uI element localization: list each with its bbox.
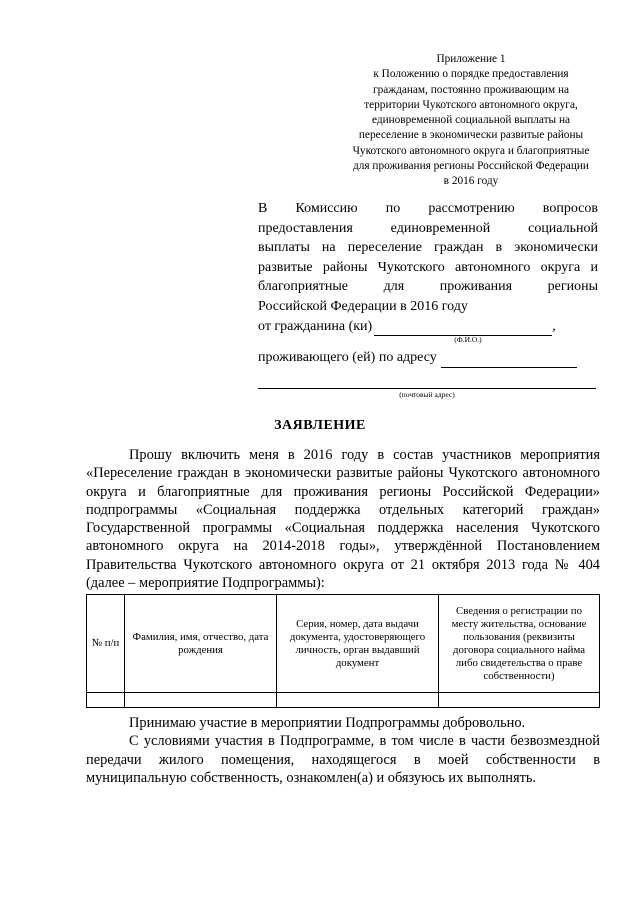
annex-header — [318, 52, 624, 190]
annex-line: в 2016 году — [443, 175, 499, 188]
annex-line: территории Чукотского автономного округа, — [364, 98, 578, 111]
conditions-paragraph: С условиями участия в Подпрограмме, в том числе в части безвозмездной передачи жилого помещения, находящегося в моей собственности в муниципальную собственность, ознакомлен(а) и обязуюсь их выполнять. — [86, 733, 600, 786]
fio-field[interactable] — [374, 321, 552, 336]
annex-line: для проживания регионы Российской Федерации — [353, 160, 589, 173]
addressee-line: выплаты на переселение граждан в экономически — [258, 240, 598, 256]
column-id-document: Серия, номер, дата выдачи документа, удостоверяющего личность, орган выдавший документ — [277, 595, 439, 693]
address-field[interactable] — [441, 353, 577, 368]
addressee-line: развитые районы Чукотского автономного округа и — [258, 259, 598, 275]
table-header-row — [87, 595, 600, 693]
addressee-line: благоприятные для проживания регионы — [258, 279, 598, 295]
column-full-name: Фамилия, имя, отчество, дата рождения — [125, 595, 277, 693]
request-paragraph-block — [86, 446, 600, 592]
addressee-block — [258, 199, 598, 399]
table-cell[interactable] — [277, 693, 439, 708]
annex-line: единовременной социальной выплаты на — [371, 114, 571, 127]
column-number: № п/п — [87, 595, 125, 693]
annex-line: к Положению о порядке предоставления — [373, 68, 569, 81]
annex-line: Чукотского автономного округа и благоприятные — [352, 144, 590, 157]
closing-paragraphs — [86, 714, 600, 787]
annex-line: гражданам, постоянно проживающим на — [372, 83, 570, 96]
addressee-line: В Комиссию по рассмотрению вопросов — [258, 201, 598, 216]
annex-line: Приложение 1 — [436, 53, 506, 65]
residing-label: проживающего (ей) по адресу — [258, 350, 437, 366]
annex-line: переселение в экономически развитые районы — [358, 129, 584, 142]
voluntary-paragraph: Принимаю участие в мероприятии Подпрограммы добровольно. — [129, 715, 526, 731]
addressee-line: предоставления единовременной социальной — [258, 220, 598, 236]
from-comma: , — [552, 318, 556, 334]
from-row — [258, 317, 598, 337]
fio-caption: (Ф.И.О.) — [454, 335, 482, 345]
request-paragraph: Прошу включить меня в 2016 году в состав участников мероприятия «Переселение граждан в экономически развитые районы Чукотского автономного округа и благоприятные для проживания регионы Российской Федерации» подпрограммы «Социальная поддержка отдельных категорий граждан» Государственной программы «Социальная поддержка населения Чукотского автономного округа на 2014-2018 годы», утверждённой Постановлением Правительства Чукотского автономного округа от 21 октября 2013 года № 404 (далее – мероприятие Подпрограммы): — [86, 447, 600, 592]
address-row — [258, 348, 598, 368]
table-row — [87, 693, 600, 708]
table-cell[interactable] — [125, 693, 277, 708]
addressee-line: Российской Федерации в 2016 году — [258, 298, 468, 314]
address-field-line-2[interactable] — [258, 374, 596, 389]
document-title: ЗАЯВЛЕНИЕ — [274, 418, 366, 433]
table-cell[interactable] — [87, 693, 125, 708]
from-label: от гражданина (ки) — [258, 318, 373, 334]
participants-table — [86, 594, 600, 708]
address-caption: (почтовый адрес) — [399, 389, 455, 399]
table-cell[interactable] — [439, 693, 600, 708]
column-registration: Сведения о регистрации по месту жительства, основание пользования (реквизиты договора социального найма либо свидетельства о праве собственности) — [439, 595, 600, 693]
